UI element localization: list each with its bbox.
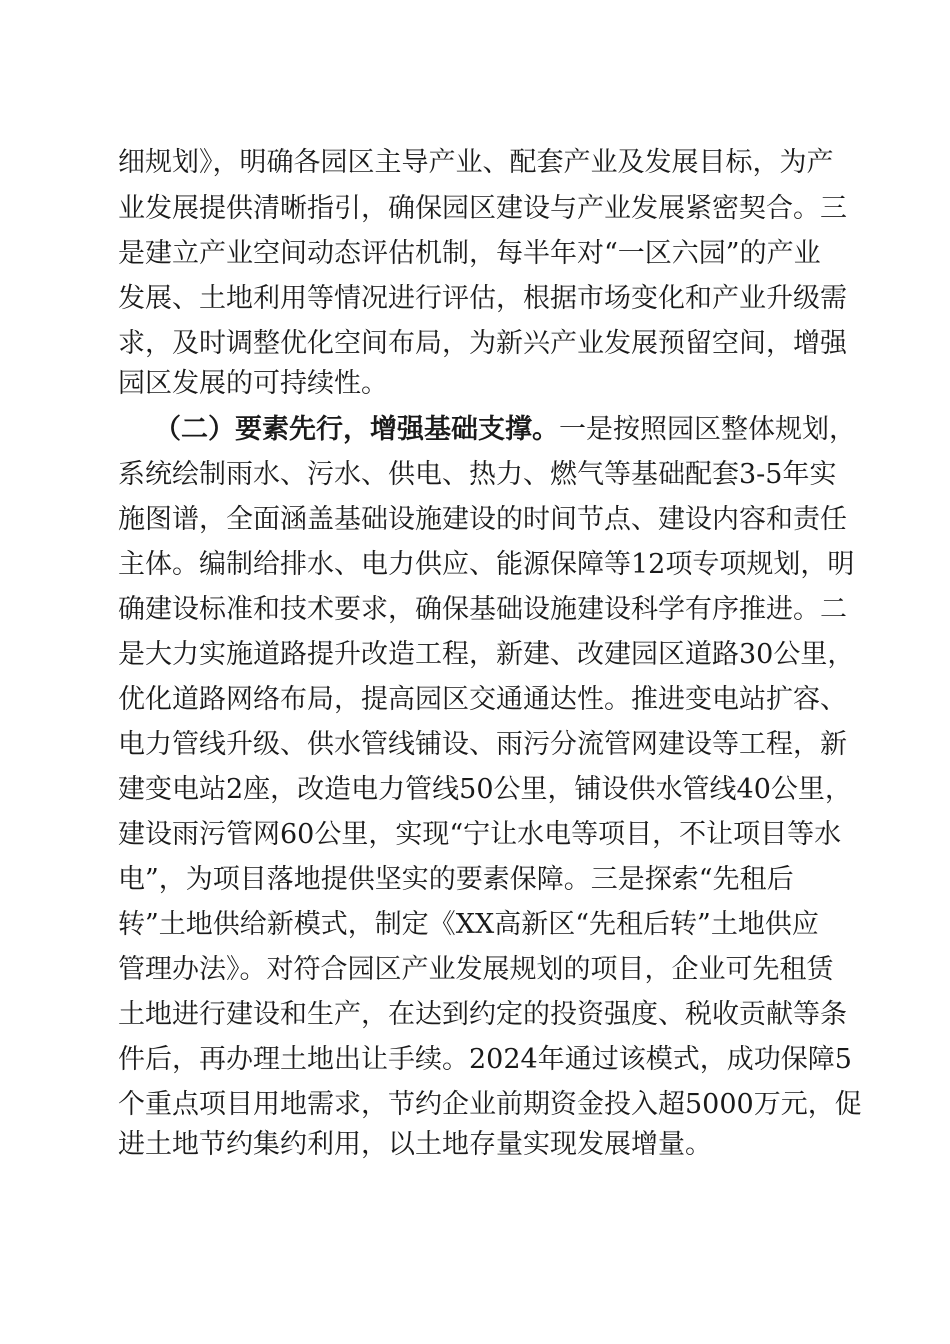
paragraph-2-line-8: 电力管线升级、供水管线铺设、雨污分流管网建设等工程，新 bbox=[118, 729, 847, 760]
paragraph-2-line-5: 确建设标准和技术要求，确保基础设施建设科学有序推进。二 bbox=[118, 594, 847, 625]
paragraph-2-line-1 bbox=[154, 412, 856, 448]
paragraph-2-line-7: 优化道路网络布局，提高园区交通通达性。推进变电站扩容、 bbox=[118, 684, 847, 715]
paragraph-1-line-1: 细规划》，明确各园区主导产业、配套产业及发展目标，为产 bbox=[118, 147, 834, 178]
paragraph-2-line-11: 电”，为项目落地提供坚实的要素保障。三是探索“先租后 bbox=[118, 864, 794, 895]
section-heading: （二）要素先行，增强基础支撑。 bbox=[154, 414, 559, 445]
paragraph-2-line-14: 土地进行建设和生产，在达到约定的投资强度、税收贡献等条 bbox=[118, 999, 847, 1030]
paragraph-2-line-12: 转”土地供给新模式，制定《XX高新区“先租后转”土地供应 bbox=[118, 909, 819, 940]
paragraph-2-line-2: 系统绘制雨水、污水、供电、热力、燃气等基础配套3-5年实 bbox=[118, 459, 837, 490]
paragraph-2-line-6: 是大力实施道路提升改造工程，新建、改建园区道路30公里， bbox=[118, 639, 855, 670]
paragraph-2-line-13: 管理办法》。对符合园区产业发展规划的项目，企业可先租赁 bbox=[118, 954, 834, 985]
paragraph-2-line-16: 个重点项目用地需求，节约企业前期资金投入超5000万元，促 bbox=[118, 1089, 862, 1120]
paragraph-2-line-3: 施图谱，全面涵盖基础设施建设的时间节点、建设内容和责任 bbox=[118, 504, 847, 535]
paragraph-2-line-9: 建变电站2座，改造电力管线50公里，铺设供水管线40公里， bbox=[118, 774, 852, 805]
paragraph-1-line-5: 求，及时调整优化空间布局，为新兴产业发展预留空间，增强 bbox=[118, 328, 847, 359]
paragraph-1-line-6: 园区发展的可持续性。 bbox=[118, 368, 388, 399]
paragraph-2-line-4: 主体。编制给排水、电力供应、能源保障等12项专项规划，明 bbox=[118, 549, 855, 580]
paragraph-2-line-1-rest: 一是按照园区整体规划， bbox=[559, 414, 856, 445]
paragraph-1-line-3: 是建立产业空间动态评估机制，每半年对“一区六园”的产业 bbox=[118, 238, 821, 269]
paragraph-2-line-17: 进土地节约集约利用，以土地存量实现发展增量。 bbox=[118, 1129, 712, 1160]
paragraph-1-line-4: 发展、土地利用等情况进行评估，根据市场变化和产业升级需 bbox=[118, 283, 847, 314]
paragraph-2-line-10: 建设雨污管网60公里，实现“宁让水电等项目，不让项目等水 bbox=[118, 819, 842, 850]
paragraph-1-line-2: 业发展提供清晰指引，确保园区建设与产业发展紧密契合。三 bbox=[118, 193, 847, 224]
paragraph-2-line-15: 件后，再办理土地出让手续。2024年通过该模式，成功保障5 bbox=[118, 1044, 852, 1075]
